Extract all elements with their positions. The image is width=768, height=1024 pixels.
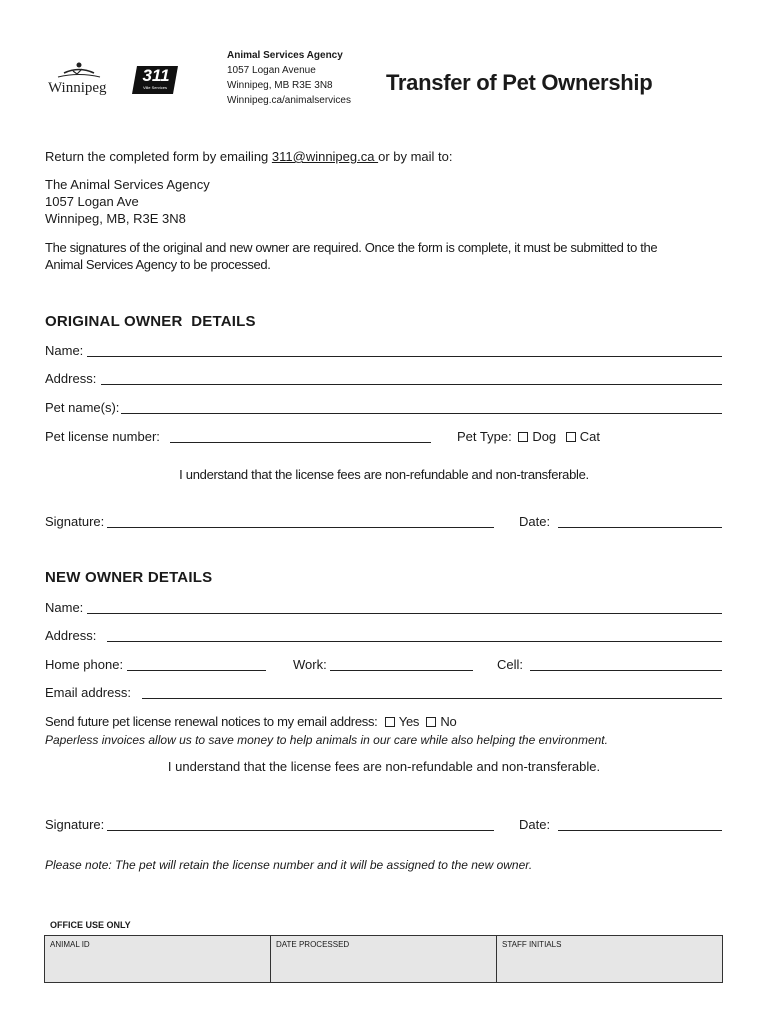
new-address-field[interactable] [107,641,722,642]
please-note: Please note: The pet will retain the license number and it will be assigned to the new owner. [45,858,533,872]
cell-phone-label: Cell: [497,657,524,672]
signature-note-line2: Animal Services Agency to be processed. [45,257,271,272]
home-phone-field[interactable] [127,670,266,671]
original-name-label: Name: [45,343,84,358]
original-address-field[interactable] [101,384,722,385]
city-logo-mark [46,60,112,82]
home-phone-label: Home phone: [45,657,124,672]
new-understand-text: I understand that the license fees are non-refundable and non-transferable. [167,759,601,774]
original-understand-text: I understand that the license fees are non-refundable and non-transferable. [179,467,589,482]
work-phone-field[interactable] [330,670,473,671]
new-address-label: Address: [45,628,97,643]
dog-label: Dog [532,429,557,444]
renewal-yes-checkbox[interactable] [385,717,395,727]
office-animal-id-cell[interactable]: ANIMAL ID [45,936,271,983]
return-suffix: or by mail to: [378,149,453,164]
mail-address-line1: The Animal Services Agency [45,177,210,192]
email-link[interactable]: 311@winnipeg.ca [271,149,379,164]
new-name-field[interactable] [87,613,722,614]
new-date-field[interactable] [558,830,722,831]
cat-label: Cat [579,429,601,444]
original-date-label: Date: [519,514,551,529]
renewal-no-checkbox[interactable] [426,717,436,727]
original-pet-names-label: Pet name(s): [45,400,120,415]
agency-web[interactable]: Winnipeg.ca/animalservices [227,95,351,106]
original-signature-label: Signature: [45,514,105,529]
pet-type-label: Pet Type: [457,429,512,444]
badge-311 [132,66,178,94]
mail-address-line2: 1057 Logan Ave [45,194,139,209]
table-row [45,936,723,983]
original-name-field[interactable] [87,356,722,357]
cat-checkbox[interactable] [566,432,576,442]
new-date-label: Date: [519,817,551,832]
signature-note-line1: The signatures of the original and new owner are required. Once the form is complete, it must be submitted to the [45,240,658,255]
office-use-table [44,935,723,983]
new-owner-heading: NEW OWNER DETAILS [45,569,213,586]
work-phone-label: Work: [293,657,327,672]
return-prefix: Return the completed form by emailing [45,149,272,164]
new-signature-field[interactable] [107,830,494,831]
agency-block [227,48,351,108]
new-signature-label: Signature: [45,817,105,832]
original-license-field[interactable] [170,442,431,443]
agency-name: Animal Services Agency [227,50,343,61]
email-address-label: Email address: [45,685,131,700]
office-use-heading: OFFICE USE ONLY [50,920,131,930]
agency-address: 1057 Logan Avenue [227,65,316,76]
pet-type-group [457,430,600,443]
original-pet-names-field[interactable] [121,413,722,414]
original-signature-field[interactable] [107,527,494,528]
badge-311-number: 311 [142,66,170,85]
paperless-note: Paperless invoices allow us to save money to help animals in our care while also helping the environment. [45,733,608,747]
city-logo [46,60,112,100]
email-address-field[interactable] [142,698,722,699]
renewal-label: Send future pet license renewal notices to my email address: [45,714,378,729]
original-address-label: Address: [45,371,97,386]
original-license-label: Pet license number: [45,429,160,444]
renewal-email-group [45,715,456,728]
city-logo-text: Winnipeg [48,80,107,96]
return-instructions [45,150,453,163]
cell-phone-field[interactable] [530,670,722,671]
new-name-label: Name: [45,600,84,615]
badge-311-sub: Ville Services [143,85,167,90]
original-date-field[interactable] [558,527,722,528]
mail-address-line3: Winnipeg, MB, R3E 3N8 [45,211,186,226]
original-owner-heading: ORIGINAL OWNER DETAILS [45,313,256,330]
renewal-yes-label: Yes [398,714,420,729]
renewal-no-label: No [440,714,457,729]
page-title: Transfer of Pet Ownership [386,70,653,95]
agency-city: Winnipeg, MB R3E 3N8 [227,80,333,91]
dog-checkbox[interactable] [518,432,528,442]
office-date-processed-cell[interactable]: DATE PROCESSED [271,936,497,983]
office-staff-initials-cell[interactable]: STAFF INITIALS [497,936,723,983]
